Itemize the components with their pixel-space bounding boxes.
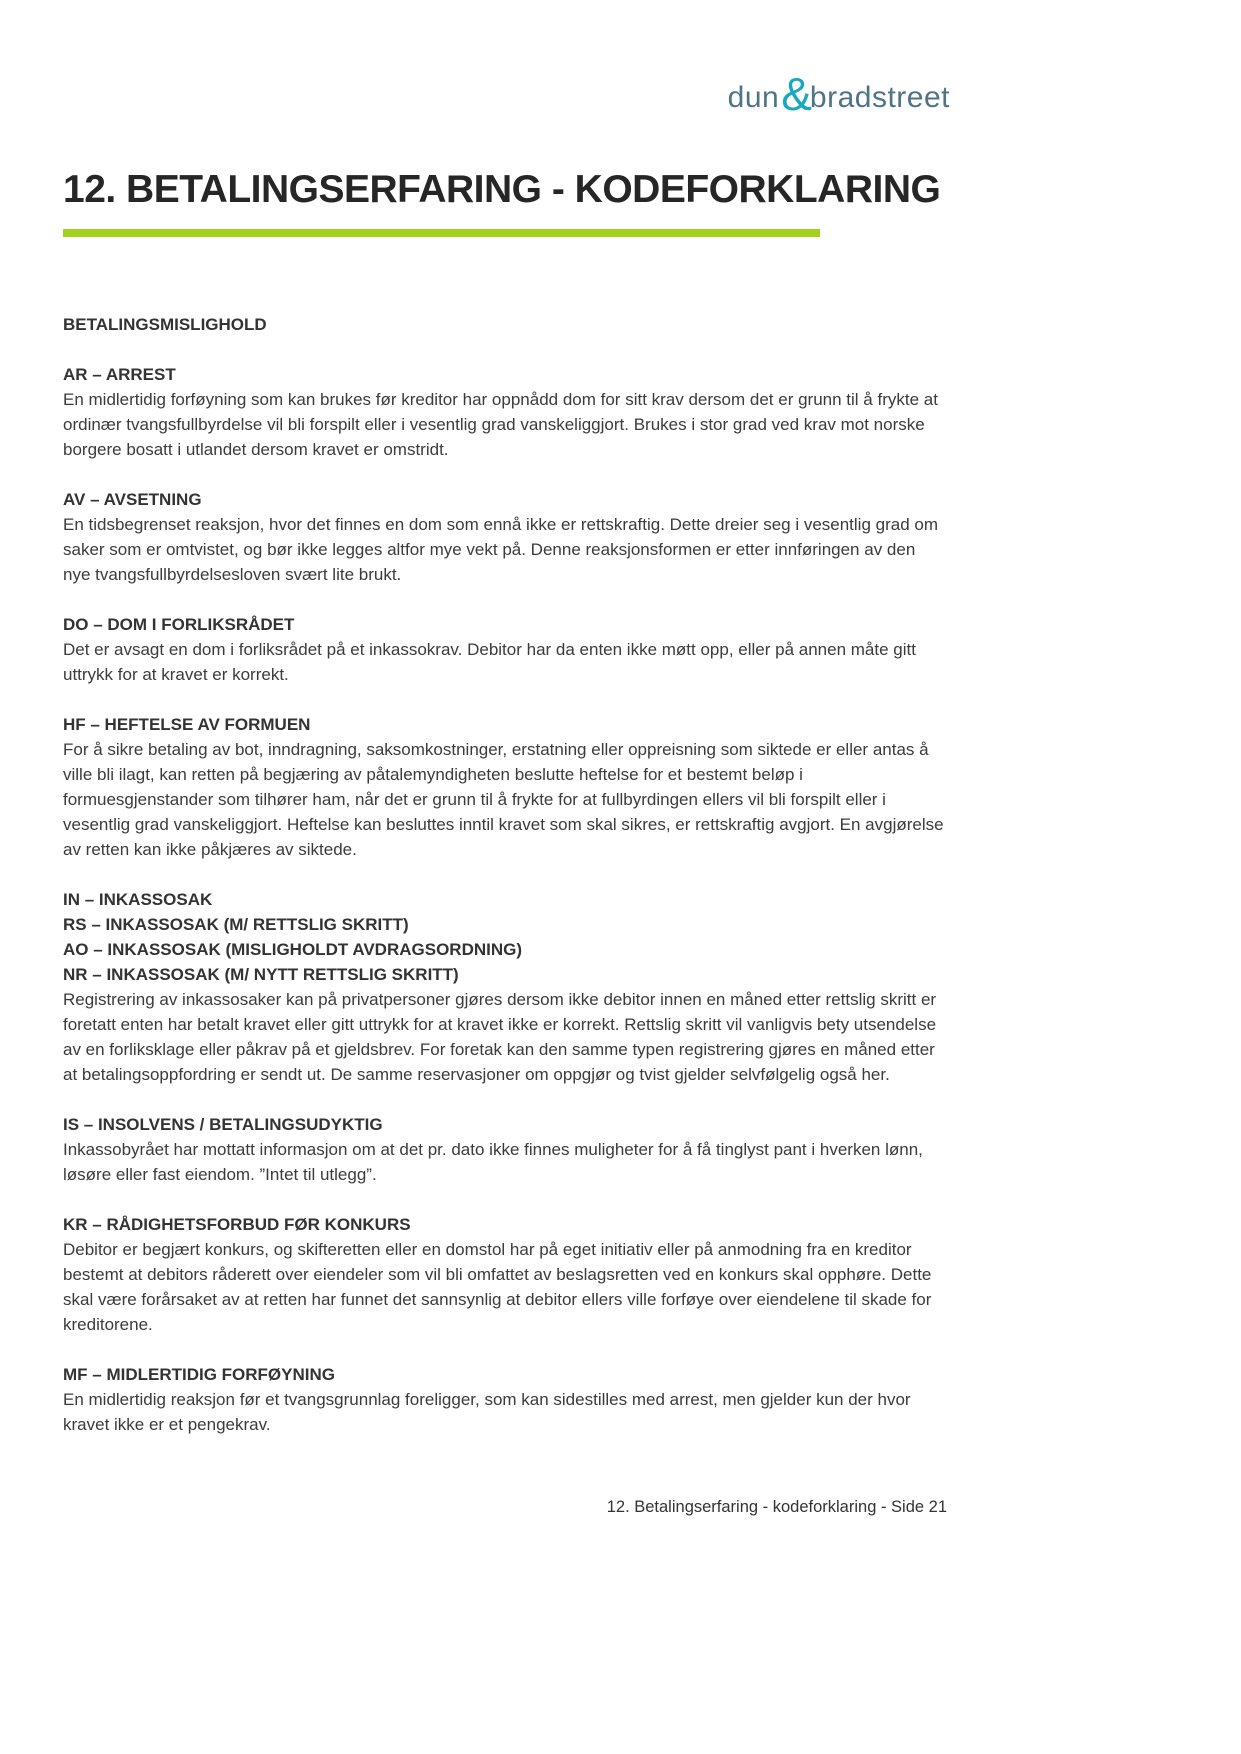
section-heading-betalingsmislighold: BETALINGSMISLIGHOLD	[63, 315, 267, 334]
code-section	[63, 1212, 947, 1337]
code-heading: NR – INKASSOSAK (M/ NYTT RETTSLIG SKRITT)	[63, 965, 459, 984]
code-description: En tidsbegrenset reaksjon, hvor det finnes en dom som ennå ikke er rettskraftig. Dette dreier seg i vesentlig grad om saker som er omtvistet, og bør ikke legges altfor mye vekt på. Denne reaksjonsformen er etter innføringen av den nye tvangsfullbyrdelsesloven svært lite brukt.	[63, 515, 939, 584]
code-description: Det er avsagt en dom i forliksrådet på et inkassokrav. Debitor har da enten ikke møtt opp, eller på annen måte gitt uttrykk for at kravet er korrekt.	[63, 640, 916, 684]
code-section	[63, 887, 947, 1087]
code-heading: IS – INSOLVENS / BETALINGSUDYKTIG	[63, 1115, 383, 1134]
code-sections-container	[63, 362, 947, 1437]
code-section	[63, 1112, 947, 1187]
code-section	[63, 612, 947, 687]
code-section	[63, 487, 947, 587]
code-section	[63, 1362, 947, 1437]
code-heading: MF – MIDLERTIDIG FORFØYNING	[63, 1365, 335, 1384]
code-description: For å sikre betaling av bot, inndragning, saksomkostninger, erstatning eller oppreisning som siktede er eller antas å ville bli ilagt, kan retten på begjæring av påtalemyndigheten beslutte heftelse for et bestemt beløp i formuesgjenstander som tilhører ham, når det er grunn til å frykte for at fullbyrdingen ellers vil bli forspilt eller i vesentlig grad vanskeliggjort. Heftelse kan besluttes inntil kravet som skal sikres, er rettskraftig avgjort. En avgjørelse av retten kan ikke påkjæres av siktede.	[63, 740, 944, 859]
code-section	[63, 362, 947, 462]
code-heading: DO – DOM I FORLIKSRÅDET	[63, 615, 295, 634]
code-heading: HF – HEFTELSE AV FORMUEN	[63, 715, 311, 734]
logo-word-dun: dun	[727, 81, 780, 114]
code-heading: IN – INKASSOSAK	[63, 890, 213, 909]
code-section	[63, 712, 947, 862]
code-heading: KR – RÅDIGHETSFORBUD FØR KONKURS	[63, 1215, 411, 1234]
code-heading: AV – AVSETNING	[63, 490, 202, 509]
logo-word-bradstreet: bradstreet	[809, 81, 950, 114]
code-description: Inkassobyrået har mottatt informasjon om at det pr. dato ikke finnes muligheter for å få tinglyst pant i hverken lønn, løsøre eller fast eiendom. ”Intet til utlegg”.	[63, 1140, 923, 1184]
title-accent-rule	[63, 229, 820, 237]
code-description: En midlertidig reaksjon før et tvangsgrunnlag foreligger, som kan sidestilles med arrest, men gjelder kun der hvor kravet ikke er et pengekrav.	[63, 1390, 911, 1434]
document-content	[63, 312, 947, 1462]
page-footer: 12. Betalingserfaring - kodeforklaring - Side 21	[606, 1498, 947, 1516]
logo-ampersand-icon: &	[781, 68, 812, 120]
page-title: 12. BETALINGSERFARING - KODEFORKLARING	[63, 168, 941, 211]
code-description: Registrering av inkassosaker kan på privatpersoner gjøres dersom ikke debitor innen en måned etter rettslig skritt er foretatt enten har betalt kravet eller gitt uttrykk for at kravet ikke er korrekt. Rettslig skritt vil vanligvis bety utsendelse av en forliksklage eller påkrav på et gjeldsbrev. For foretak kan den samme typen registrering gjøres en måned etter at betalingsoppfordring er sendt ut. De samme reservasjoner om oppgjør og tvist gjelder selvfølgelig også her.	[63, 990, 937, 1084]
code-heading: RS – INKASSOSAK (M/ RETTSLIG SKRITT)	[63, 915, 409, 934]
dun-bradstreet-logo	[727, 68, 950, 120]
code-description: En midlertidig forføyning som kan brukes før kreditor har oppnådd dom for sitt krav dersom det er grunn til å frykte at ordinær tvangsfullbyrdelse vil bli forspilt eller i vesentlig grad vanskeliggjort. Brukes i stor grad ved krav mot norske borgere bosatt i utlandet dersom kravet er omstridt.	[63, 390, 938, 459]
code-description: Debitor er begjært konkurs, og skifteretten eller en domstol har på eget initiativ eller på anmodning fra en kreditor bestemt at debitors råderett over eiendeler som vil bli omfattet av beslagsretten ved en konkurs skal opphøre. Dette skal være forårsaket av at retten har funnet det sannsynlig at debitor ellers ville forføye over eiendelene til skade for kreditorene.	[63, 1240, 932, 1334]
code-heading: AR – ARREST	[63, 365, 176, 384]
code-heading: AO – INKASSOSAK (MISLIGHOLDT AVDRAGSORDNING)	[63, 940, 523, 959]
